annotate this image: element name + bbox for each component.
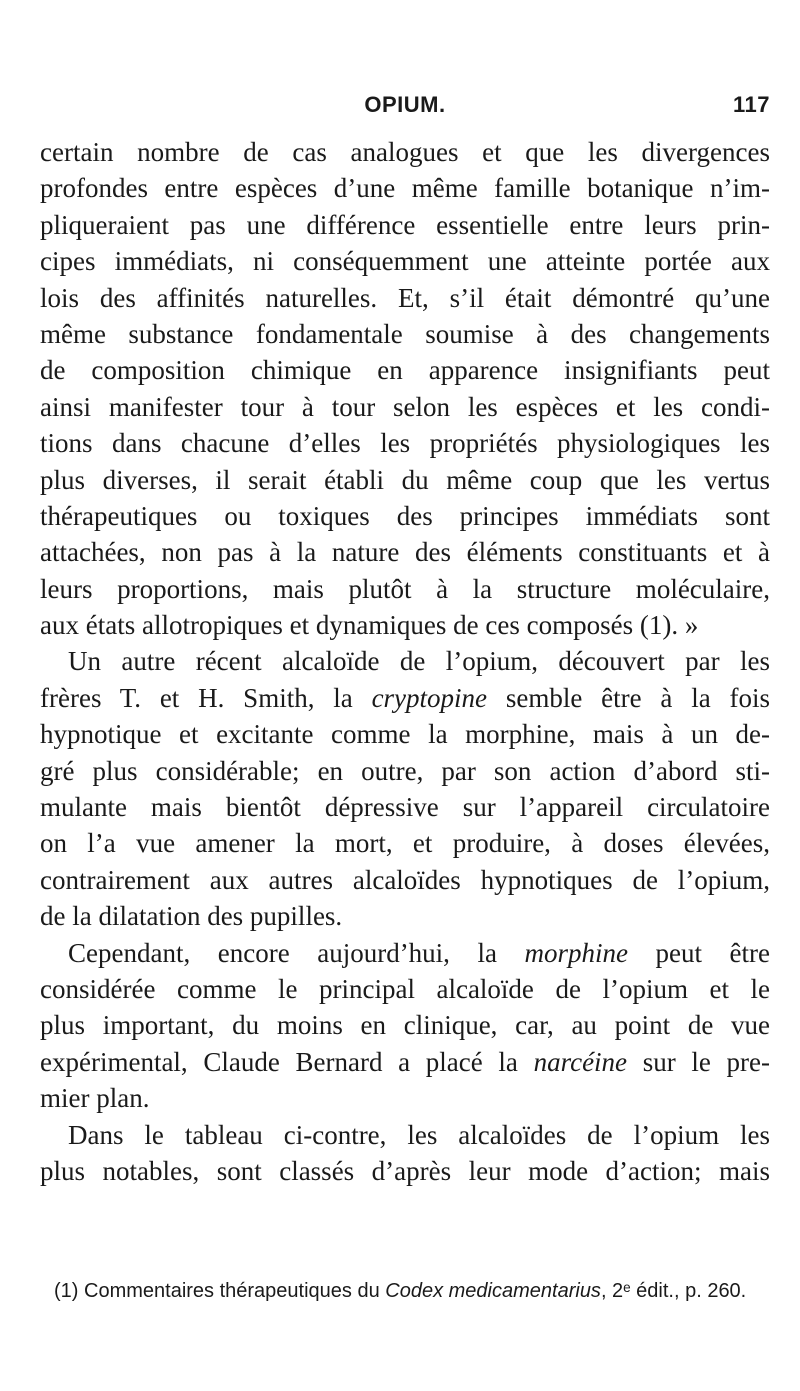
- italic-term-narceine: narcéine: [533, 1046, 628, 1077]
- text-line: thérapeutiques ou toxiques des principes immédiats sont: [40, 500, 770, 531]
- footnote-italic-title: Codex medicamentarius: [385, 1280, 601, 1302]
- text-line: plus notables, sont classés d’après leur mode d’action; mais: [40, 1155, 770, 1186]
- text-line: cipes immédiats, ni conséquemment une atteinte portée aux: [40, 246, 770, 277]
- paragraph-4: [40, 1117, 770, 1190]
- text-line: hypnotique et excitante comme la morphine, mais à un de-: [40, 719, 770, 750]
- paragraph-1: [40, 134, 770, 643]
- text-line: lois des affinités naturelles. Et, s’il était démontré qu’une: [40, 282, 770, 313]
- text-line: mier plan.: [40, 1083, 150, 1114]
- page-number: 117: [733, 92, 770, 117]
- body-text: [40, 134, 770, 1189]
- text-line: [40, 935, 770, 971]
- text-line: [40, 1044, 770, 1080]
- paragraph-2: [40, 643, 770, 934]
- text-line: plus important, du moins en clinique, car, au point de vue: [40, 1010, 770, 1041]
- running-head: [40, 92, 770, 122]
- text-line: de composition chimique en apparence insignifiants peut: [40, 355, 770, 386]
- text-line: plus diverses, il serait établi du même coup que les vertus: [40, 464, 770, 495]
- text-line: attachées, non pas à la nature des éléments constituants et à: [40, 537, 770, 568]
- text-run: sur le pre-: [627, 1046, 771, 1077]
- text-line: tions dans chacune d’elles les propriétés physiologiques les: [40, 428, 770, 459]
- text-line: certain nombre de cas analogues et que les divergences: [40, 137, 770, 167]
- text-line: considérée comme le principal alcaloïde de l’opium et le: [40, 973, 770, 1004]
- text-line: [40, 680, 770, 716]
- text-line: pliqueraient pas une différence essentielle entre leurs prin-: [40, 209, 770, 240]
- text-line: Dans le tableau ci-contre, les alcaloïdes de l’opium les: [68, 1119, 770, 1150]
- paragraph-3: [40, 935, 770, 1117]
- running-title: OPIUM.: [364, 92, 446, 117]
- text-line: mulante mais bientôt dépressive sur l’appareil circulatoire: [40, 792, 770, 823]
- footnote-text: (1) Commentaires thérapeutiques du: [54, 1280, 386, 1302]
- text-line: gré plus considérable; en outre, par son action d’abord sti-: [40, 755, 770, 786]
- text-line: leurs proportions, mais plutôt à la structure moléculaire,: [40, 573, 770, 604]
- text-line: de la dilatation des pupilles.: [40, 901, 343, 932]
- italic-term-cryptopine: cryptopine: [371, 682, 488, 713]
- text-run: peut être: [627, 937, 770, 968]
- text-line: Un autre récent alcaloïde de l’opium, découvert par les: [68, 646, 770, 677]
- text-run: expérimental, Claude Bernard a placé la: [40, 1046, 534, 1077]
- text-line: contrairement aux autres alcaloïdes hypnotiques de l’opium,: [40, 864, 770, 895]
- text-run: Cependant, encore aujourd’hui, la: [68, 937, 525, 968]
- text-line: profondes entre espèces d’une même famille botanique n’im-: [40, 173, 770, 204]
- footnote-text: , 2ᵉ édit., p. 260.: [600, 1280, 747, 1302]
- text-run: frères T. et H. Smith, la: [40, 682, 372, 713]
- text-line: même substance fondamentale soumise à des changements: [40, 318, 770, 349]
- text-line: ainsi manifester tour à tour selon les espèces et les condi-: [40, 391, 770, 422]
- text-line: aux états allotropiques et dynamiques de ces composés (1). »: [40, 610, 699, 641]
- footnote: [54, 1278, 770, 1304]
- italic-term-morphine: morphine: [524, 937, 628, 968]
- text-line: on l’a vue amener la mort, et produire, à doses élevées,: [40, 828, 770, 859]
- text-run: semble être à la fois: [487, 682, 770, 713]
